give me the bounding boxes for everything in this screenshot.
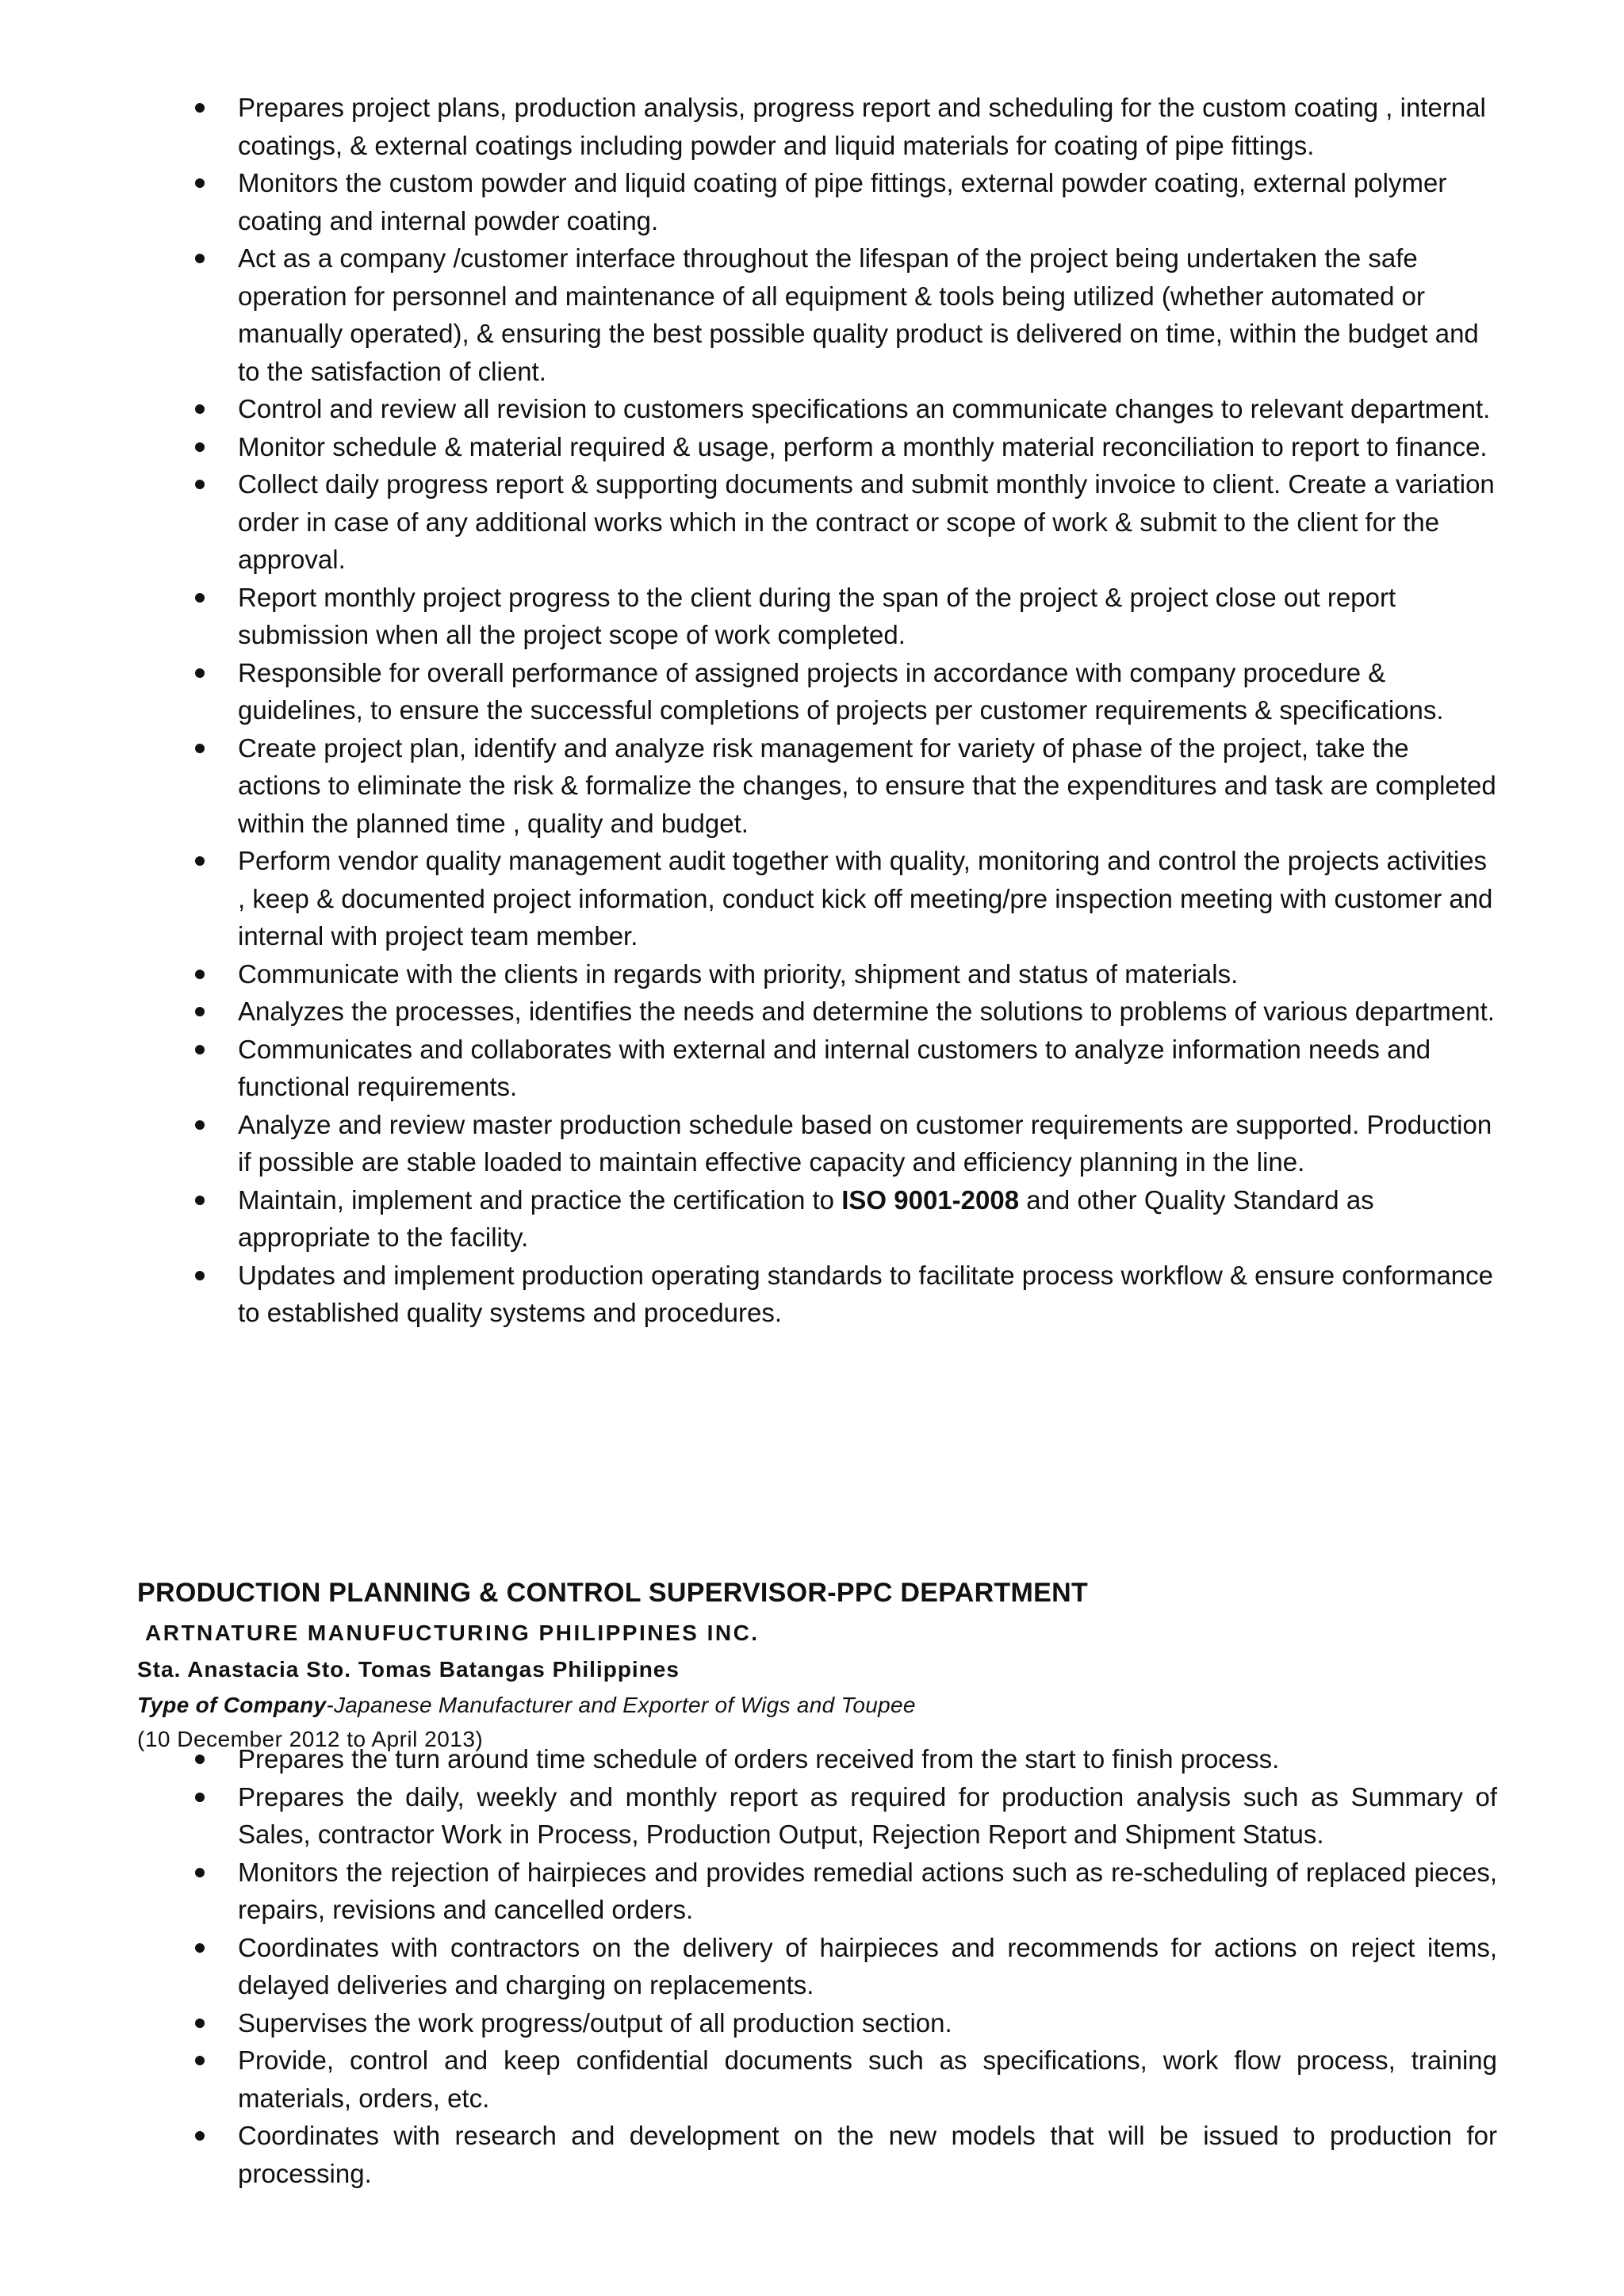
job-duties-list-1 [181, 89, 1497, 1332]
list-item [181, 239, 1497, 390]
iso-text-after: and other Quality Standard as appropriate to the facility. [238, 1184, 1374, 1252]
bullet-icon [195, 178, 205, 188]
duty-text: Monitors the rejection of hairpieces and provides remedial actions such as re-scheduling of replaced pieces, repairs, revisions and cancelled orders. [238, 1857, 1497, 1924]
list-item [181, 428, 1497, 466]
duty-text: Perform vendor quality management audit together with quality, monitoring and control the projects activities , keep & documented project information, conduct kick off meeting/pre inspection meeting with customer and internal with project team member. [238, 846, 1493, 951]
bullet-icon [195, 1007, 205, 1016]
list-item [181, 955, 1497, 993]
duty-text: Updates and implement production operating standards to facilitate process workflow & ensure conformance to established quality systems and procedures. [238, 1260, 1494, 1327]
list-item [181, 1778, 1497, 1854]
list-item [181, 1031, 1497, 1106]
list-item [181, 164, 1497, 239]
duty-text: Prepares the turn around time schedule of orders received from the start to finish process. [238, 1744, 1280, 1774]
duty-text: Monitor schedule & material required & usage, perform a monthly material reconciliation to report to finance. [238, 431, 1488, 461]
bullet-icon [195, 2131, 205, 2141]
duty-text: Control and review all revision to customers specifications an communicate changes to relevant department. [238, 394, 1491, 423]
duty-text: Communicate with the clients in regards with priority, shipment and status of materials. [238, 959, 1239, 989]
list-item [181, 390, 1497, 428]
list-item [181, 2004, 1497, 2042]
duty-text: Analyzes the processes, identifies the needs and determine the solutions to problems of various department. [238, 997, 1495, 1026]
bullet-icon [195, 593, 205, 603]
bullet-icon [195, 668, 205, 678]
bullet-icon [195, 970, 205, 979]
duty-text: Prepares the daily, weekly and monthly report as required for production analysis such as Summary of Sales, contractor Work in Process, Production Output, Rejection Report and Shipment Status. [238, 1781, 1497, 1849]
bullet-icon [195, 1943, 205, 1953]
list-item [181, 1181, 1497, 1257]
bullet-icon [195, 1196, 205, 1205]
duty-text: Provide, control and keep confidential documents such as specifications, work flow process, training materials, orders, etc. [238, 2045, 1497, 2113]
company-type-label: Type of Company [137, 1693, 327, 1717]
bullet-icon [195, 2019, 205, 2028]
duty-text: Coordinates with contractors on the delivery of hairpieces and recommends for actions on reject items, delayed deliveries and charging on replacements. [238, 1932, 1497, 1999]
bullet-icon [195, 744, 205, 753]
duty-text: Communicates and collaborates with external and internal customers to analyze information needs and functional requirements. [238, 1034, 1431, 1101]
company-type [137, 1693, 916, 1718]
duty-text: Analyze and review master production schedule based on customer requirements are supported. Production if possible are stable loaded to maintain effective capacity and efficiency planning in the line. [238, 1109, 1492, 1177]
company-address: Sta. Anastacia Sto. Tomas Batangas Philippines [137, 1657, 680, 1682]
bullet-icon [195, 404, 205, 414]
bullet-icon [195, 480, 205, 489]
duty-text: Collect daily progress report & supporting documents and submit monthly invoice to client. Create a variation order in case of any additional works which in the contract or scope of work & submit to the client for the approval. [238, 469, 1495, 574]
employment-period: (10 December 2012 to April 2013) [137, 1727, 484, 1751]
duty-text: Monitors the custom powder and liquid coating of pipe fittings, external powder coating, external polymer coating and internal powder coating. [238, 168, 1447, 235]
list-item [181, 1106, 1497, 1181]
bullet-icon [195, 254, 205, 263]
bullet-icon [195, 856, 205, 866]
duty-text: Responsible for overall performance of assigned projects in accordance with company procedure & guidelines, to ensure the successful completions of projects per customer requirements & specifications. [238, 657, 1444, 725]
list-item [181, 89, 1497, 164]
list-item [181, 729, 1497, 843]
list-item [181, 2117, 1497, 2192]
list-item [181, 1740, 1497, 1778]
bullet-icon [195, 1271, 205, 1280]
company-type-value: -Japanese Manufacturer and Exporter of Wigs and Toupee [326, 1693, 916, 1717]
list-item [181, 1257, 1497, 1332]
duty-text: Prepares project plans, production analysis, progress report and scheduling for the custom coating , internal coatings, & external coatings including powder and liquid materials for coating of pipe fittings. [238, 93, 1486, 160]
bullet-icon [195, 442, 205, 452]
list-item [181, 579, 1497, 654]
list-item [181, 654, 1497, 729]
duty-text: Coordinates with research and development on the new models that will be issued to production for processing. [238, 2121, 1497, 2188]
duty-text: Report monthly project progress to the client during the span of the project & project close out report submission when all the project scope of work completed. [238, 582, 1396, 649]
bullet-icon [195, 1045, 205, 1054]
duty-text: Create project plan, identify and analyze risk management for variety of phase of the project, take the actions to eliminate the risk & formalize the changes, to ensure that the expenditures and task are completed within the planned time , quality and budget. [238, 733, 1496, 838]
iso-certification: ISO 9001-2008 [841, 1184, 1020, 1215]
list-item [181, 842, 1497, 955]
iso-text-before: Maintain, implement and practice the certification to [238, 1184, 842, 1215]
list-item [181, 993, 1497, 1031]
list-item [181, 2042, 1497, 2117]
job-title: PRODUCTION PLANNING & CONTROL SUPERVISOR-PPC DEPARTMENT [137, 1578, 1089, 1608]
job-duties-list-2 [181, 1740, 1497, 2192]
bullet-icon [195, 1755, 205, 1764]
bullet-icon [195, 2056, 205, 2065]
bullet-icon [195, 103, 205, 113]
bullet-icon [195, 1120, 205, 1130]
list-item [181, 465, 1497, 579]
bullet-icon [195, 1793, 205, 1802]
duty-text: Supervises the work progress/output of all production section. [238, 2007, 952, 2038]
list-item [181, 1854, 1497, 1929]
list-item [181, 1929, 1497, 2004]
duty-text: Act as a company /customer interface throughout the lifespan of the project being undertaken the safe operation for personnel and maintenance of all equipment & tools being utilized (whether automated or manually operated), & ensuring the best possible quality product is delivered on time, within the budget and to the satisfaction of client. [238, 243, 1479, 386]
company-name: ARTNATURE MANUFUCTURING PHILIPPINES INC. [145, 1621, 760, 1645]
bullet-icon [195, 1868, 205, 1877]
